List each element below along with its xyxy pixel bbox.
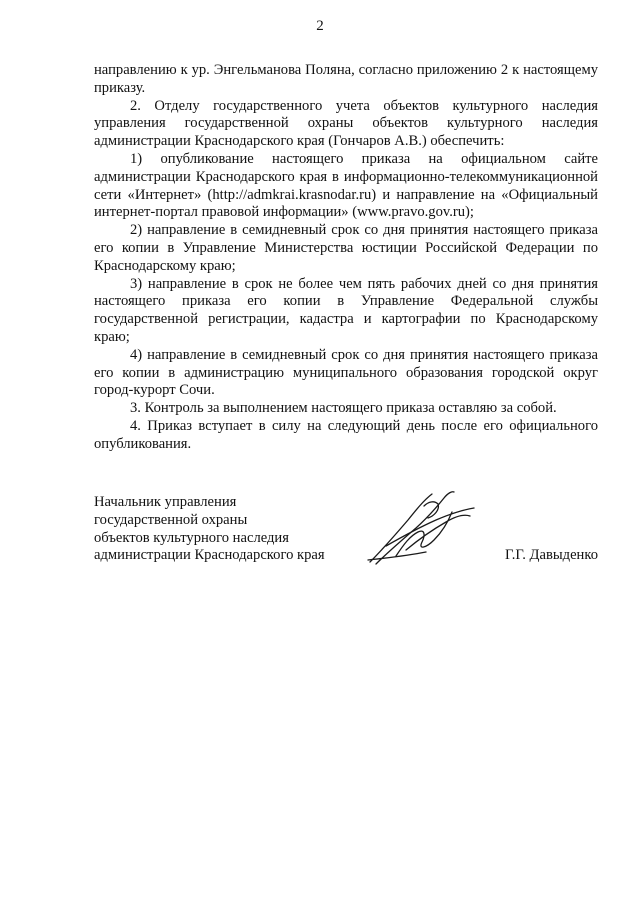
signer-title-line: объектов культурного наследия [94,529,289,546]
paragraph-continuation: направлению к ур. Энгельманова Поляна, согласно приложению 2 к настоящему приказу. [94,62,598,96]
paragraph-subitem-2: 2) направление в семидневный срок со дня принятия настоящего приказа его копии в Управление Министерства юстиции Российской Федерации по Краснодарскому краю; [94,222,598,274]
page-number: 2 [316,18,324,34]
signature-block [94,494,598,565]
paragraph-subitem-1: 1) опубликование настоящего приказа на официальном сайте администрации Краснодарского края в информационно-телекоммуникационной сети «Интернет» (http://admkrai.krasnodar.ru) и направление на «Официальный интернет-портал правовой информации» (www.pravo.gov.ru); [94,150,598,221]
paragraph-item-2: 2. Отделу государственного учета объектов культурного наследия управления государственной охраны объектов культурного наследия администрации Краснодарского края (Гончаров А.В.) обеспечить: [94,97,598,150]
handwritten-signature [366,486,481,568]
signer-title-line: Начальник управления [94,494,237,510]
paragraph-item-4: 4. Приказ вступает в силу на следующий день после его официального опубликования. [94,417,598,452]
paragraph-subitem-3: 3) направление в срок не более чем пять рабочих дней со дня принятия настоящего приказа его копии в Управление Федеральной службы государственной регистрации, кадастра и картографии по Краснодарскому краю; [94,275,598,345]
signer-title-line: государственной охраны [94,511,248,528]
document-body [94,62,598,454]
signer-title-line: администрации Краснодарского края [94,547,325,564]
paragraph-subitem-4: 4) направление в семидневный срок со дня принятия настоящего приказа его копии в администрацию муниципального образования городской округ город-курорт Сочи. [94,346,598,399]
signer-name: Г.Г. Давыденко [504,547,598,563]
paragraph-item-3: 3. Контроль за выполнением настоящего приказа оставляю за собой. [130,400,557,417]
